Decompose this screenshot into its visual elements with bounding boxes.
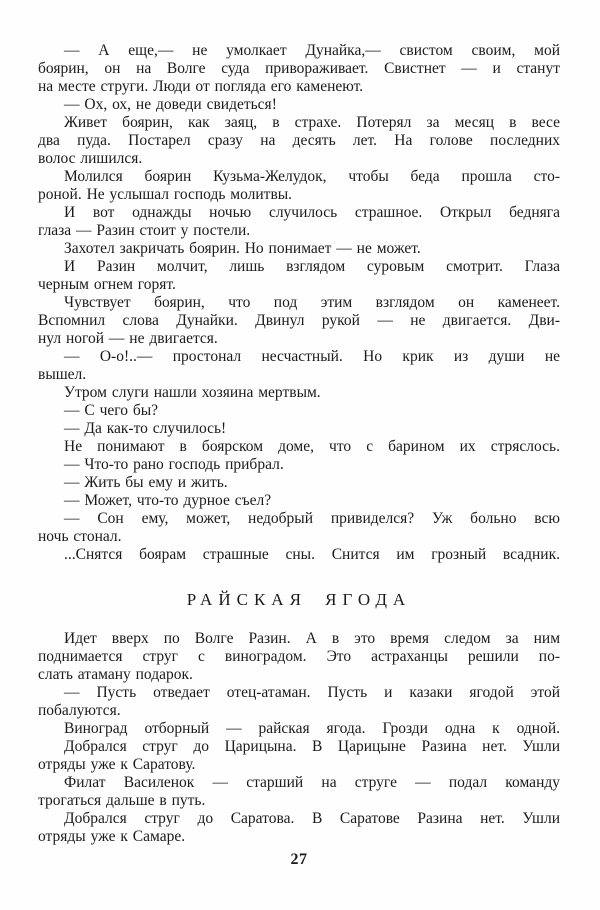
text-line: Идет вверх по Волге Разин. А в это время следом за ним (64, 630, 560, 647)
text-line: вышел. (38, 366, 87, 383)
text-line: — Пусть отведает отец-атаман. Пусть и казаки ягодой этой (64, 684, 560, 701)
text-line: — Ох, ох, не доведи свидеться! (64, 96, 277, 113)
text-line: роной. Не услышал господь молитвы. (38, 186, 293, 203)
text-line: — Что-то рано господь прибрал. (64, 456, 284, 473)
text-line: поднимается струг с виноградом. Это астраханцы решили по- (38, 648, 560, 665)
text-line: слать атаману подарок. (38, 666, 193, 683)
text-line: Утром слуги нашли хозяина мертвым. (64, 384, 321, 401)
text-line: Молился боярин Кузьма-Желудок, чтобы беда прошла сто- (64, 168, 560, 185)
text-line: — А еще,— не умолкает Дунайка,— свистом своим, мой (64, 42, 560, 59)
page-text-block (38, 42, 560, 869)
text-line: Чувствует боярин, что под этим взглядом он каменеет. (64, 294, 560, 311)
text-line: — С чего бы? (64, 402, 159, 419)
text-line: Добрался струг до Царицына. В Царицыне Разина нет. Ушли (64, 738, 560, 755)
story-ending-text (38, 42, 560, 564)
text-line: трогаться дальше в путь. (38, 792, 206, 809)
text-line: отряды уже к Самаре. (38, 828, 186, 845)
text-line: два пуда. Постарел сразу на десять лет. На голове последних (38, 132, 560, 149)
text-line: Не понимают в боярском доме, что с барином их стряслось. (64, 438, 560, 455)
text-line: ночь стонал. (38, 528, 122, 545)
text-line: И Разин молчит, лишь взглядом суровым смотрит. Глаза (64, 258, 560, 275)
text-line: — Сон ему, может, недобрый привиделся? Уж больно всю (64, 510, 560, 527)
text-line: — Может, что-то дурное съел? (64, 492, 272, 509)
text-line: Виноград отборный — райская ягода. Грозди одна к одной. (64, 720, 560, 737)
text-line: — О-о!..— простонал несчастный. Но крик из души не (64, 348, 560, 365)
text-line: побалуются. (38, 702, 121, 719)
text-line: — Жить бы ему и жить. (64, 474, 228, 491)
text-line: боярин, он на Волге суда привораживает. Свистнет — и станут (38, 60, 560, 77)
text-line: Добрался струг до Саратова. В Саратове Разина нет. Ушли (64, 810, 560, 827)
text-line: — Да как-то случилось! (64, 420, 227, 437)
text-line: глаза — Разин стоит у постели. (38, 222, 251, 239)
section-body-text (38, 630, 560, 846)
text-line: на месте струги. Люди от погляда его каменеют. (38, 78, 364, 95)
text-line: Вспомнил слова Дунайки. Двинул рукой — не двигается. Дви- (38, 312, 560, 329)
text-line: нул ногой — не двигается. (38, 330, 218, 347)
text-line: отряды уже к Саратову. (38, 756, 196, 773)
text-line: ...Снятся боярам страшные сны. Снится им грозный всадник. (64, 546, 560, 563)
text-line: Филат Василенок — старший на струге — подал команду (64, 774, 560, 791)
section-heading: РАЙСКАЯ ЯГОДА (186, 590, 412, 609)
text-line: Захотел закричать боярин. Но понимает — не может. (64, 240, 421, 257)
text-line: волос лишился. (38, 150, 143, 167)
text-line: черным огнем горят. (38, 276, 176, 293)
page-number: 27 (290, 851, 308, 868)
text-line: И вот однажды ночью случилось страшное. Открыл бедняга (64, 204, 560, 221)
text-line: Живет боярин, как заяц, в страхе. Потерял за месяц в весе (64, 114, 560, 131)
